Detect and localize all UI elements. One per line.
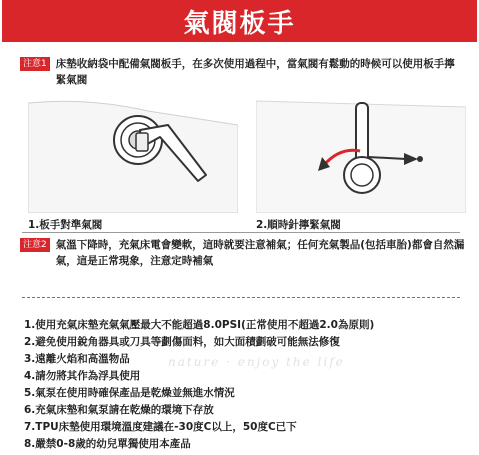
note-1 bbox=[20, 56, 460, 88]
step-1-caption: 1.板手對準氣閥 bbox=[28, 219, 103, 231]
rule-item: 6.充氣床墊和氣泵請在乾燥的環境下存放 bbox=[24, 404, 214, 416]
note-2 bbox=[20, 237, 470, 269]
note-1-tag: 注意1 bbox=[20, 57, 50, 71]
note-2-tag: 注意2 bbox=[20, 238, 50, 252]
note-1-text: 床墊收納袋中配備氣閥板手，在多次使用過程中，當氣閥有鬆動的時候可以使用板手擰緊氣閥 bbox=[55, 58, 455, 86]
usage-rules-list bbox=[24, 317, 474, 453]
clockwise-arrow-icon bbox=[256, 95, 466, 213]
clockwise-tighten-illustration bbox=[256, 95, 466, 213]
rule-item: 3.遠離火焰和高溫物品 bbox=[24, 353, 130, 365]
rule-item: 5.氣泵在使用時確保產品是乾燥並無進水情況 bbox=[24, 387, 235, 399]
watermark: nature · enjoy the life bbox=[168, 355, 345, 369]
rule-item: 2.避免使用銳角器具或刀具等劃傷面料，如大面積劃破可能無法修復 bbox=[24, 336, 340, 348]
rule-item: 8.嚴禁0-8歲的幼兒單獨使用本產品 bbox=[24, 438, 191, 450]
wrench-valve-icon bbox=[28, 95, 238, 213]
page-title: 氣閥板手 bbox=[183, 8, 296, 39]
dashed-divider bbox=[22, 297, 460, 298]
rule-item: 4.請勿將其作為浮具使用 bbox=[24, 370, 141, 382]
note-2-text: 氣溫下降時，充氣床電會變軟，這時就要注意補氣；任何充氣製品(包括車胎)都會自然漏氣，這是正常現象，注意定時補氣 bbox=[55, 239, 465, 267]
wrench-on-valve-illustration bbox=[28, 95, 238, 213]
title-banner bbox=[2, 0, 477, 42]
step-2-caption: 2.順時針擰緊氣閥 bbox=[256, 219, 341, 231]
rule-item: 7.TPU床墊使用環境溫度建議在-30度C以上，50度C已下 bbox=[24, 421, 297, 433]
divider bbox=[22, 232, 460, 233]
rule-item: 1.使用充氣床墊充氣氣壓最大不能超過8.0PSI(正常使用不超過2.0為原則) bbox=[24, 319, 375, 331]
